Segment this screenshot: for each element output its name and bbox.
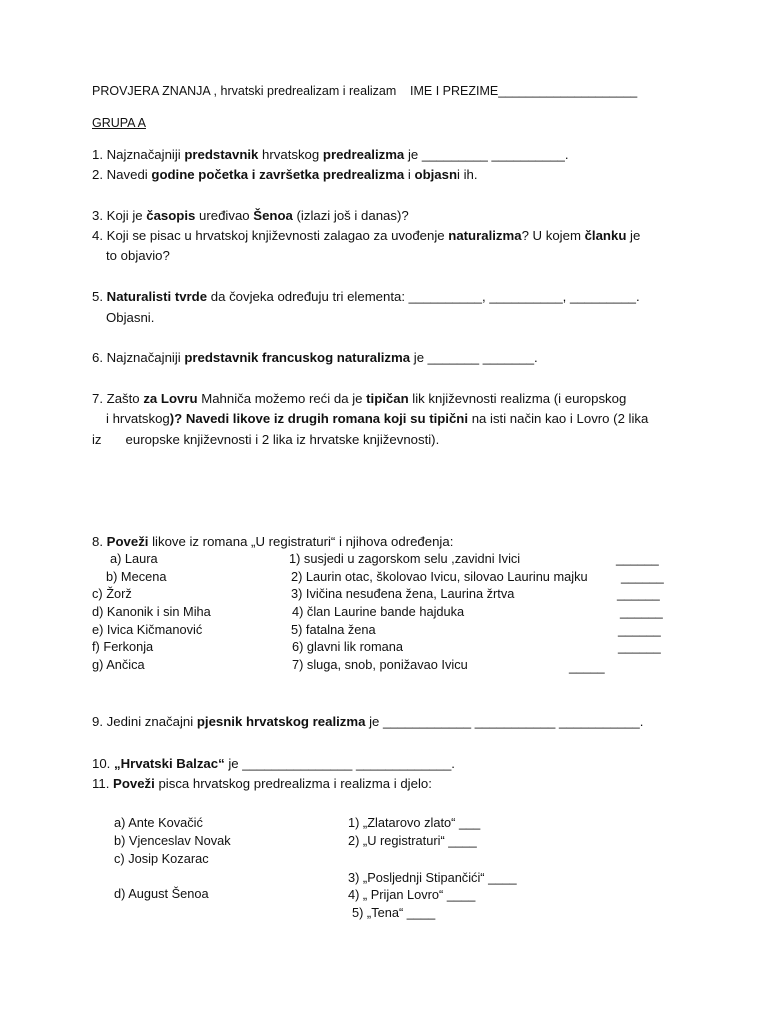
- q8-character: a) Laura: [110, 551, 158, 566]
- q8-description: 2) Laurin otac, školovao Ivicu, silovao Laurinu majku: [291, 569, 588, 584]
- q8-answer-blank: ______: [620, 604, 663, 619]
- q8-description: 5) fatalna žena: [291, 622, 376, 637]
- question-5-line2: Objasni.: [106, 310, 155, 325]
- q8-answer-blank: _____: [569, 659, 605, 674]
- q8-character: b) Mecena: [106, 569, 167, 584]
- question-1: 1. Najznačajniji predstavnik hrvatskog predrealizma je _________ __________.: [92, 147, 569, 162]
- q8-description: 3) Ivičina nesuđena žena, Laurina žrtva: [291, 586, 515, 601]
- q8-answer-blank: ______: [621, 569, 664, 584]
- q8-character: c) Žorž: [92, 586, 132, 601]
- q11-work: 1) „Zlatarovo zlato“ ___: [348, 815, 481, 830]
- q11-work: 3) „Posljednji Stipančići“ ____: [348, 870, 517, 885]
- name-field: IME I PREZIME____________________: [410, 84, 638, 98]
- q11-author: a) Ante Kovačić: [114, 815, 203, 830]
- q8-description: 6) glavni lik romana: [292, 639, 403, 654]
- question-8: 8. Poveži likove iz romana „U registraturi“ i njihova određenja:: [92, 534, 454, 549]
- question-10: 10. „Hrvatski Balzac“ je _______________ _____________.: [92, 756, 455, 771]
- test-title: PROVJERA ZNANJA , hrvatski predrealizam i realizam: [92, 84, 397, 98]
- q11-work: 4) „ Prijan Lovro“ ____: [348, 887, 476, 902]
- question-3: 3. Koji je časopis uređivao Šenoa (izlazi još i danas)?: [92, 208, 409, 223]
- q8-character: g) Ančica: [92, 657, 145, 672]
- q11-author: b) Vjenceslav Novak: [114, 833, 231, 848]
- q8-answer-blank: ______: [617, 586, 660, 601]
- q11-work: 5) „Tena“ ____: [352, 905, 436, 920]
- q8-character: e) Ivica Kičmanović: [92, 622, 203, 637]
- q8-answer-blank: ______: [618, 622, 661, 637]
- question-7-line3: iz europske književnosti i 2 lika iz hrvatske književnosti).: [92, 432, 440, 447]
- q11-work: 2) „U registraturi“ ____: [348, 833, 477, 848]
- question-11: 11. Poveži pisca hrvatskog predrealizma i realizma i djelo:: [92, 776, 432, 791]
- group-label: GRUPA A: [92, 116, 146, 130]
- question-2: 2. Navedi godine početka i završetka predrealizma i objasni ih.: [92, 167, 478, 182]
- q8-character: f) Ferkonja: [92, 639, 154, 654]
- q11-author: c) Josip Kozarac: [114, 851, 209, 866]
- question-9: 9. Jedini značajni pjesnik hrvatskog realizma je ____________ ___________ ___________.: [92, 714, 644, 729]
- question-7: 7. Zašto za Lovru Mahniča možemo reći da je tipičan lik književnosti realizma (i europskog: [92, 391, 627, 406]
- question-7-line2: i hrvatskog)? Navedi likove iz drugih romana koji su tipični na isti način kao i Lovro (2 lika: [106, 411, 649, 426]
- q8-description: 4) član Laurine bande hajduka: [292, 604, 465, 619]
- q8-description: 7) sluga, snob, ponižavao Ivicu: [292, 657, 468, 672]
- question-6: 6. Najznačajniji predstavnik francuskog naturalizma je _______ _______.: [92, 350, 538, 365]
- q8-character: d) Kanonik i sin Miha: [92, 604, 211, 619]
- question-4-line2: to objavio?: [106, 248, 170, 263]
- q8-answer-blank: ______: [616, 551, 659, 566]
- q8-answer-blank: ______: [618, 639, 661, 654]
- question-4: 4. Koji se pisac u hrvatskoj književnosti zalagao za uvođenje naturalizma? U kojem članku je: [92, 228, 641, 243]
- q11-author: d) August Šenoa: [114, 886, 209, 901]
- q8-description: 1) susjedi u zagorskom selu ,zavidni Ivici: [289, 551, 521, 566]
- question-5: 5. Naturalisti tvrde da čovjeka određuju tri elementa: __________, __________, _________.: [92, 289, 640, 304]
